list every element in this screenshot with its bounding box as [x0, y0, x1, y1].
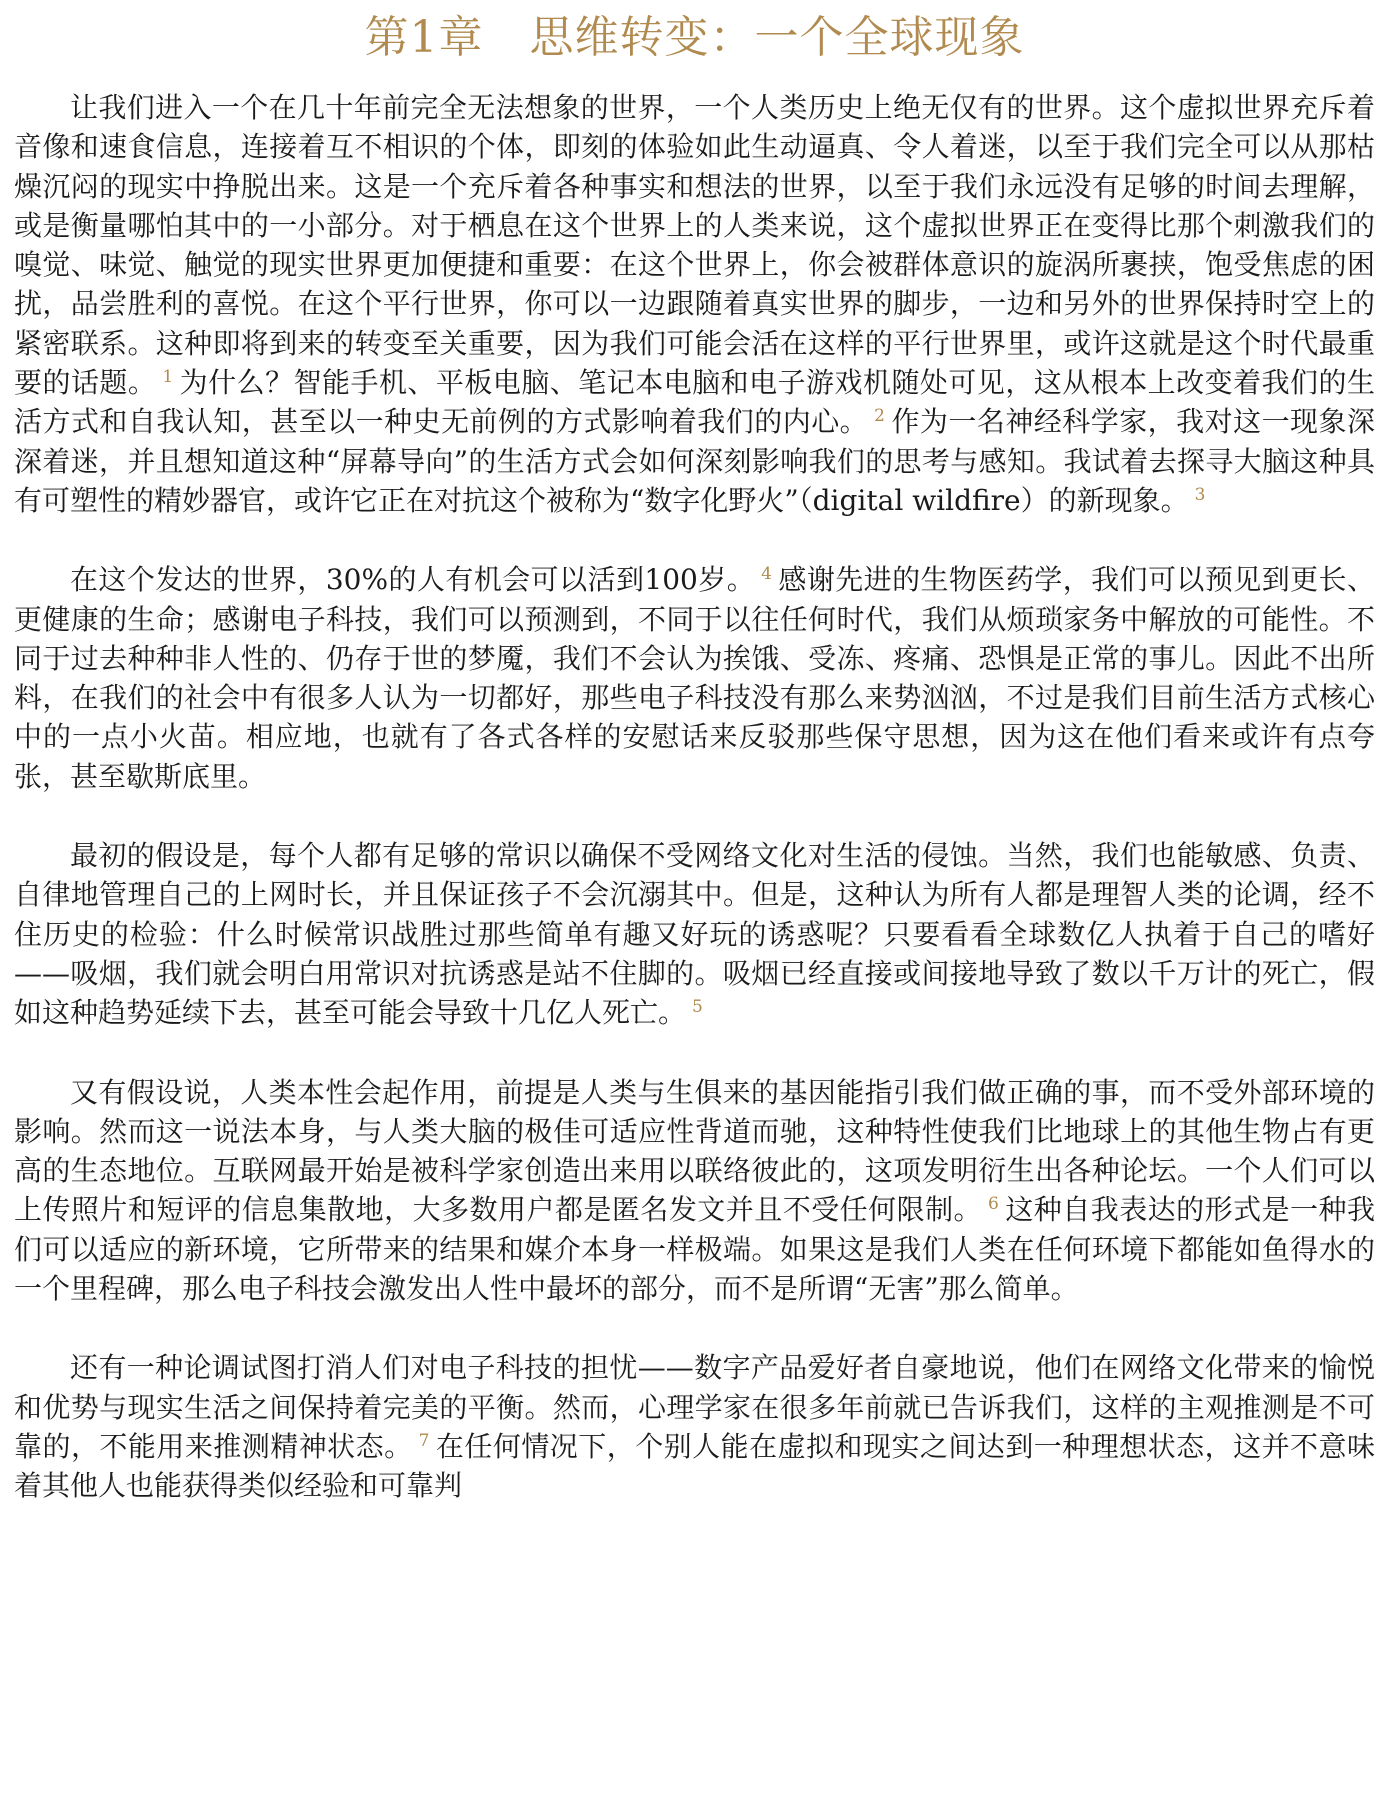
chapter-title-text: 思维转变：一个全球现象	[529, 12, 1025, 63]
footnote-marker[interactable]: 4	[761, 563, 772, 584]
paragraph-text: 作为一名神经科学家，我对这一现象深深着迷，并且想知道这种“屏幕导向”的生活方式会如何深刻影响我们的思考与感知。我试着去探寻大脑这种具有可塑性的精妙器官，或许它正在对抗这个被称为“数字化野火”（digital wildfire）的新现象。	[14, 405, 1375, 517]
paragraph-text: 为什么？智能手机、平板电脑、笔记本电脑和电子游戏机随处可见，这从根本上改变着我们的生活方式和自我认知，甚至以一种史无前例的方式影响着我们的内心。	[14, 366, 1375, 439]
footnote-marker[interactable]: 5	[692, 996, 703, 1017]
paragraph-text: 还有一种论调试图打消人们对电子科技的担忧——数字产品爱好者自豪地说，他们在网络文化带来的愉悦和优势与现实生活之间保持着完美的平衡。然而，心理学家在很多年前就已告诉我们，这样的主观推测是不可靠的，不能用来推测精神状态。	[14, 1351, 1375, 1463]
footnote-marker[interactable]: 6	[988, 1194, 999, 1215]
paragraph	[14, 560, 1375, 796]
chapter-body	[14, 88, 1375, 1506]
paragraph	[14, 836, 1375, 1032]
paragraph-text: 感谢先进的生物医药学，我们可以预见到更长、更健康的生命；感谢电子科技，我们可以预测到，不同于以往任何时代，我们从烦琐家务中解放的可能性。不同于过去种种非人性的、仍存于世的梦魇，我们不会认为挨饿、受冻、疼痛、恐惧是正常的事儿。因此不出所料，在我们的社会中有很多人认为一切都好，那些电子科技没有那么来势汹汹，不过是我们目前生活方式核心中的一点小火苗。相应地，也就有了各式各样的安慰话来反驳那些保守思想，因为这在他们看来或许有点夸张，甚至歇斯底里。	[14, 563, 1375, 793]
chapter-title	[14, 10, 1375, 66]
paragraph-text: 又有假设说，人类本性会起作用，前提是人类与生俱来的基因能指引我们做正确的事，而不受外部环境的影响。然而这一说法本身，与人类大脑的极佳可适应性背道而驰，这种特性使我们比地球上的其他生物占有更高的生态地位。互联网最开始是被科学家创造出来用以联络彼此的，这项发明衍生出各种论坛。一个人们可以上传照片和短评的信息集散地，大多数用户都是匿名发文并且不受任何限制。	[14, 1075, 1375, 1227]
paragraph-text: 在这个发达的世界，30%的人有机会可以活到100岁。	[70, 563, 756, 597]
footnote-marker[interactable]: 3	[1194, 484, 1206, 505]
paragraph	[14, 1073, 1375, 1309]
paragraph-text: 这种自我表达的形式是一种我们可以适应的新环境，它所带来的结果和媒介本身一样极端。如果这是我们人类在任何环境下都能如鱼得水的一个里程碑，那么电子科技会激发出人性中最坏的部分，而不是所谓“无害”那么简单。	[14, 1193, 1375, 1306]
footnote-marker[interactable]: 2	[874, 406, 885, 427]
paragraph	[14, 88, 1375, 520]
paragraph-text: 让我们进入一个在几十年前完全无法想象的世界，一个人类历史上绝无仅有的世界。这个虚拟世界充斥着音像和速食信息，连接着互不相识的个体，即刻的体验如此生动逼真、令人着迷，以至于我们完全可以从那枯燥沉闷的现实中挣脱出来。这是一个充斥着各种事实和想法的世界，以至于我们永远没有足够的时间去理解，或是衡量哪怕其中的一小部分。对于栖息在这个世界上的人类来说，这个虚拟世界正在变得比那个刺激我们的嗅觉、味觉、触觉的现实世界更加便捷和重要：在这个世界上，你会被群体意识的旋涡所裹挟，饱受焦虑的困扰，品尝胜利的喜悦。在这个平行世界，你可以一边跟随着真实世界的脚步，一边和另外的世界保持时空上的紧密联系。这种即将到来的转变至关重要，因为我们可能会活在这样的平行世界里，或许这就是这个时代最重要的话题。	[14, 91, 1375, 400]
footnote-marker[interactable]: 7	[418, 1430, 430, 1451]
paragraph	[14, 1348, 1375, 1505]
footnote-marker[interactable]: 1	[162, 366, 174, 387]
paragraph-text: 在任何情况下，个别人能在虚拟和现实之间达到一种理想状态，这并不意味着其他人也能获得类似经验和可靠判	[14, 1429, 1375, 1503]
chapter-number: 第1章	[364, 12, 484, 63]
paragraph-text: 最初的假设是，每个人都有足够的常识以确保不受网络文化对生活的侵蚀。当然，我们也能敏感、负责、自律地管理自己的上网时长，并且保证孩子不会沉溺其中。但是，这种认为所有人都是理智人类的论调，经不住历史的检验：什么时候常识战胜过那些简单有趣又好玩的诱惑呢？只要看看全球数亿人执着于自己的嗜好——吸烟，我们就会明白用常识对抗诱惑是站不住脚的。吸烟已经直接或间接地导致了数以千万计的死亡，假如这种趋势延续下去，甚至可能会导致十几亿人死亡。	[14, 839, 1375, 1030]
